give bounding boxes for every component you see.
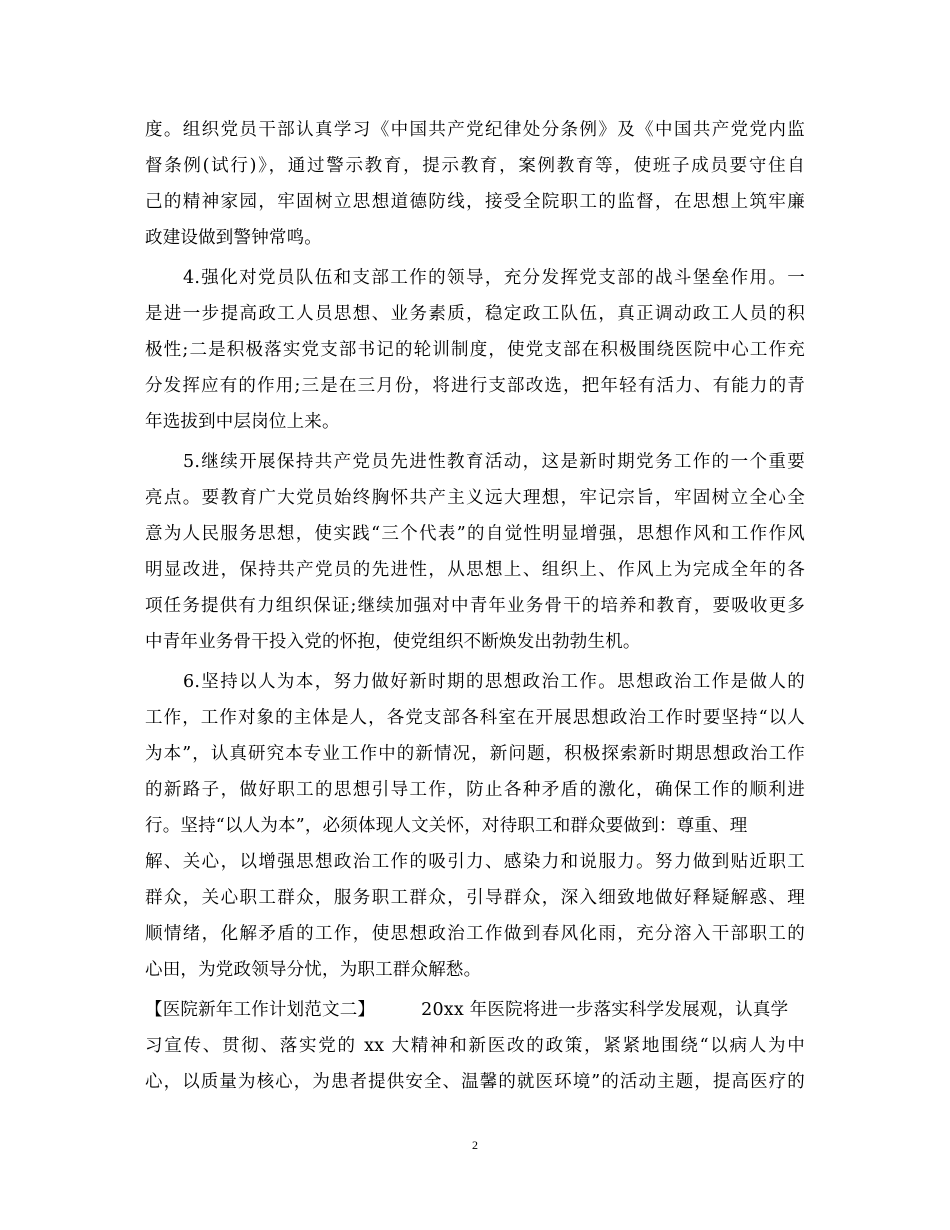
text-line: 习宣传、贯彻、落实党的 xx 大精神和新医改的政策，紧紧地围绕“以病人为中	[145, 1036, 805, 1056]
text-line: 亮点。要教育广大党员始终胸怀共产主义远大理想，牢记宗旨，牢固树立全心全	[145, 488, 805, 508]
section-heading: 【医院新年工作计划范文二】	[145, 1000, 376, 1020]
section-first-line	[145, 992, 805, 1028]
text-line: 己的精神家园，牢固树立思想道德防线，接受全院职工的监督，在思想上筑牢廉	[145, 192, 805, 212]
text-line: 度。组织党员干部认真学习《中国共产党纪律处分条例》及《中国共产党党内监	[145, 120, 805, 140]
text-line: 5.继续开展保持共产党员先进性教育活动，这是新时期党务工作的一个重要	[183, 452, 805, 472]
text-line: 的新路子，做好职工的思想引导工作，防止各种矛盾的激化，确保工作的顺利进	[145, 780, 805, 800]
text-line: 极性;二是积极落实党支部书记的轮训制度，使党支部在积极围绕医院中心工作充	[145, 340, 805, 360]
body-text	[145, 112, 805, 1100]
text-line: 行。坚持“以人为本”，必须体现人文关怀，对待职工和群众要做到：尊重、理	[145, 816, 748, 836]
paragraph	[145, 444, 805, 660]
section-two	[145, 992, 805, 1100]
paragraph	[145, 260, 805, 440]
text-line: 项任务提供有力组织保证;继续加强对中青年业务骨干的培养和教育，要吸收更多	[145, 596, 805, 616]
text-line: 顺情绪，化解矛盾的工作，使思想政治工作做到春风化雨，充分溶入干部职工的	[145, 924, 805, 944]
text-line: 群众，关心职工群众，服务职工群众，引导群众，深入细致地做好释疑解惑、理	[145, 888, 805, 908]
text-line: 解、关心，以增强思想政治工作的吸引力、感染力和说服力。努力做到贴近职工	[145, 852, 805, 872]
page-number: 2	[472, 1138, 478, 1152]
section-first-text: 20xx 年医院将进一步落实科学发展观，认真学	[421, 1000, 789, 1020]
text-line: 为本”，认真研究本专业工作中的新情况，新问题，积极探索新时期思想政治工作	[145, 744, 805, 764]
text-line: 督条例(试行)》，通过警示教育，提示教育，案例教育等，使班子成员要守住自	[145, 156, 805, 176]
text-line: 中青年业务骨干投入党的怀抱，使党组织不断焕发出勃勃生机。	[145, 632, 641, 652]
text-line: 心田，为党政领导分忧，为职工群众解愁。	[145, 960, 482, 980]
text-line: 意为人民服务思想，使实践“三个代表”的自觉性明显增强，思想作风和工作作风	[145, 524, 805, 544]
text-line: 明显改进，保持共产党员的先进性，从思想上、组织上、作风上为完成全年的各	[145, 560, 805, 580]
text-line: 政建设做到警钟常鸣。	[145, 228, 322, 248]
text-line: 4.强化对党员队伍和支部工作的领导，充分发挥党支部的战斗堡垒作用。一	[183, 268, 805, 288]
text-line: 心，以质量为核心，为患者提供安全、温馨的就医环境”的活动主题，提高医疗的	[145, 1072, 805, 1092]
paragraph	[145, 112, 805, 256]
text-line: 工作，工作对象的主体是人，各党支部各科室在开展思想政治工作时要坚持“以人	[145, 708, 805, 728]
text-line: 是进一步提高政工人员思想、业务素质，稳定政工队伍，真正调动政工人员的积	[145, 304, 805, 324]
text-line: 分发挥应有的作用;三是在三月份，将进行支部改选，把年轻有活力、有能力的青	[145, 376, 805, 396]
text-line: 年选拔到中层岗位上来。	[145, 412, 340, 432]
text-line: 6.坚持以人为本，努力做好新时期的思想政治工作。思想政治工作是做人的	[183, 672, 805, 692]
paragraph	[145, 664, 805, 988]
